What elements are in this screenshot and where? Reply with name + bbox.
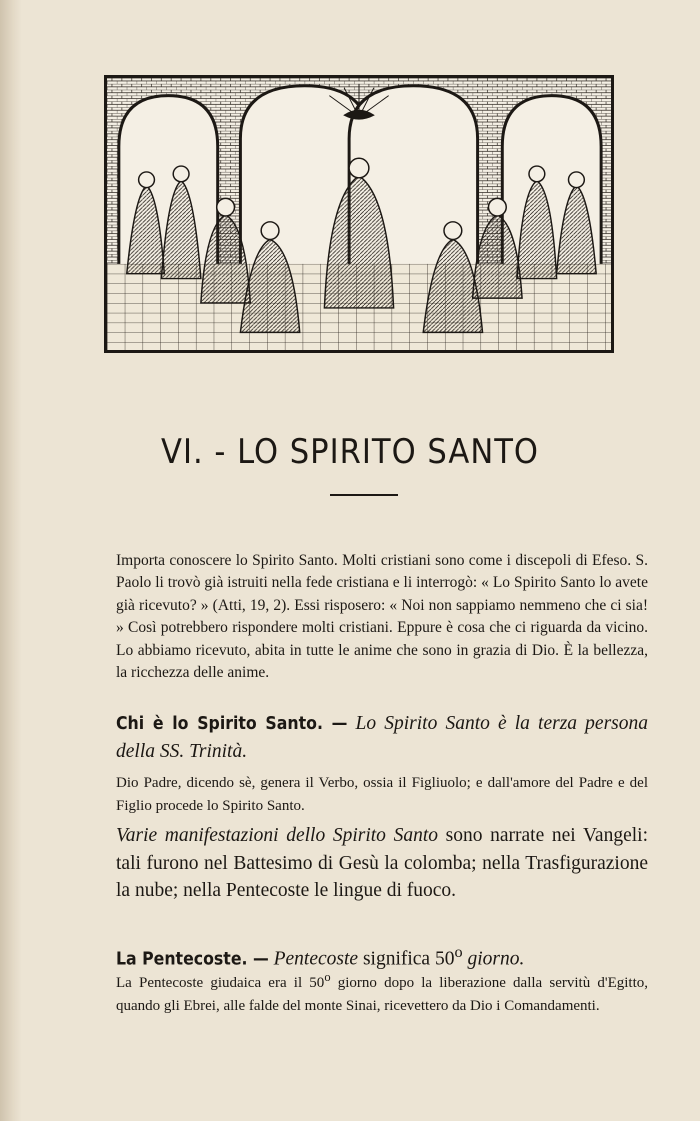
pentecost-meaning: significa 50 [358,948,455,970]
giorno-word: giorno. [462,948,525,970]
section-heading: Chi è lo Spirito Santo. — [116,714,348,734]
section-who-is-holy-spirit [116,710,648,766]
father-son-paragraph: Dio Padre, dicendo sè, genera il Verbo, ossia il Figliuolo; e dall'amore del Padre e del Figlio procede lo Spirito Santo. [116,775,648,814]
manifestations-paragraph [116,822,648,905]
definition-text: Lo Spirito Santo è la terza persona della SS. Trinità. [116,713,649,762]
pentecost-engraving [104,75,614,353]
page-gutter [0,0,22,1121]
pentecost-word: Pentecoste [273,948,359,970]
manifestations-italic: Varie manifestazioni dello Spirito Santo [116,825,438,846]
intro-paragraph: Importa conoscere lo Spirito Santo. Molti cristiani sono come i discepoli di Efeso. S. Paolo li trovò già istruiti nella fede cristiana e li interrogò: « Lo Spirito Santo lo avete già ricevuto? » (Atti, 19, 2). Essi risposero: « Noi non sappiamo nemmeno che ci sia! » Così potrebbero rispondere molti cristiani. Eppure è cosa che ci riguarda da vicino. Lo abbiamo ricevuto, abita in tutte le anime che sono in grazia di Dio. È la bellezza, la ricchezza delle anime. [116,552,648,682]
paragraph-rest: giorno dopo la liberazione dalla servitù d'Egitto, quando gli Ebrei, alle falde del monte Sinai, ricevettero da Dio i Comandamenti. [116,975,649,1014]
manifestations-text: sono narrate nei Vangeli: tali furono nel Battesimo di Gesù la colomba; nella Trasfigurazione la nube; nella Pentecoste le lingue di fuoco. [116,825,648,901]
chapter-title: VI. - LO SPIRITO SANTO [161,432,539,472]
engraving-drawing [107,78,611,350]
ordinal-mark: o [454,943,463,961]
section-heading: La Pentecoste. — [116,949,269,970]
jewish-pentecost-paragraph [116,966,648,1017]
title-divider [330,494,398,496]
paragraph-start: La Pentecoste giudaica era il 50 [116,975,325,991]
ordinal-mark: o [324,970,331,984]
